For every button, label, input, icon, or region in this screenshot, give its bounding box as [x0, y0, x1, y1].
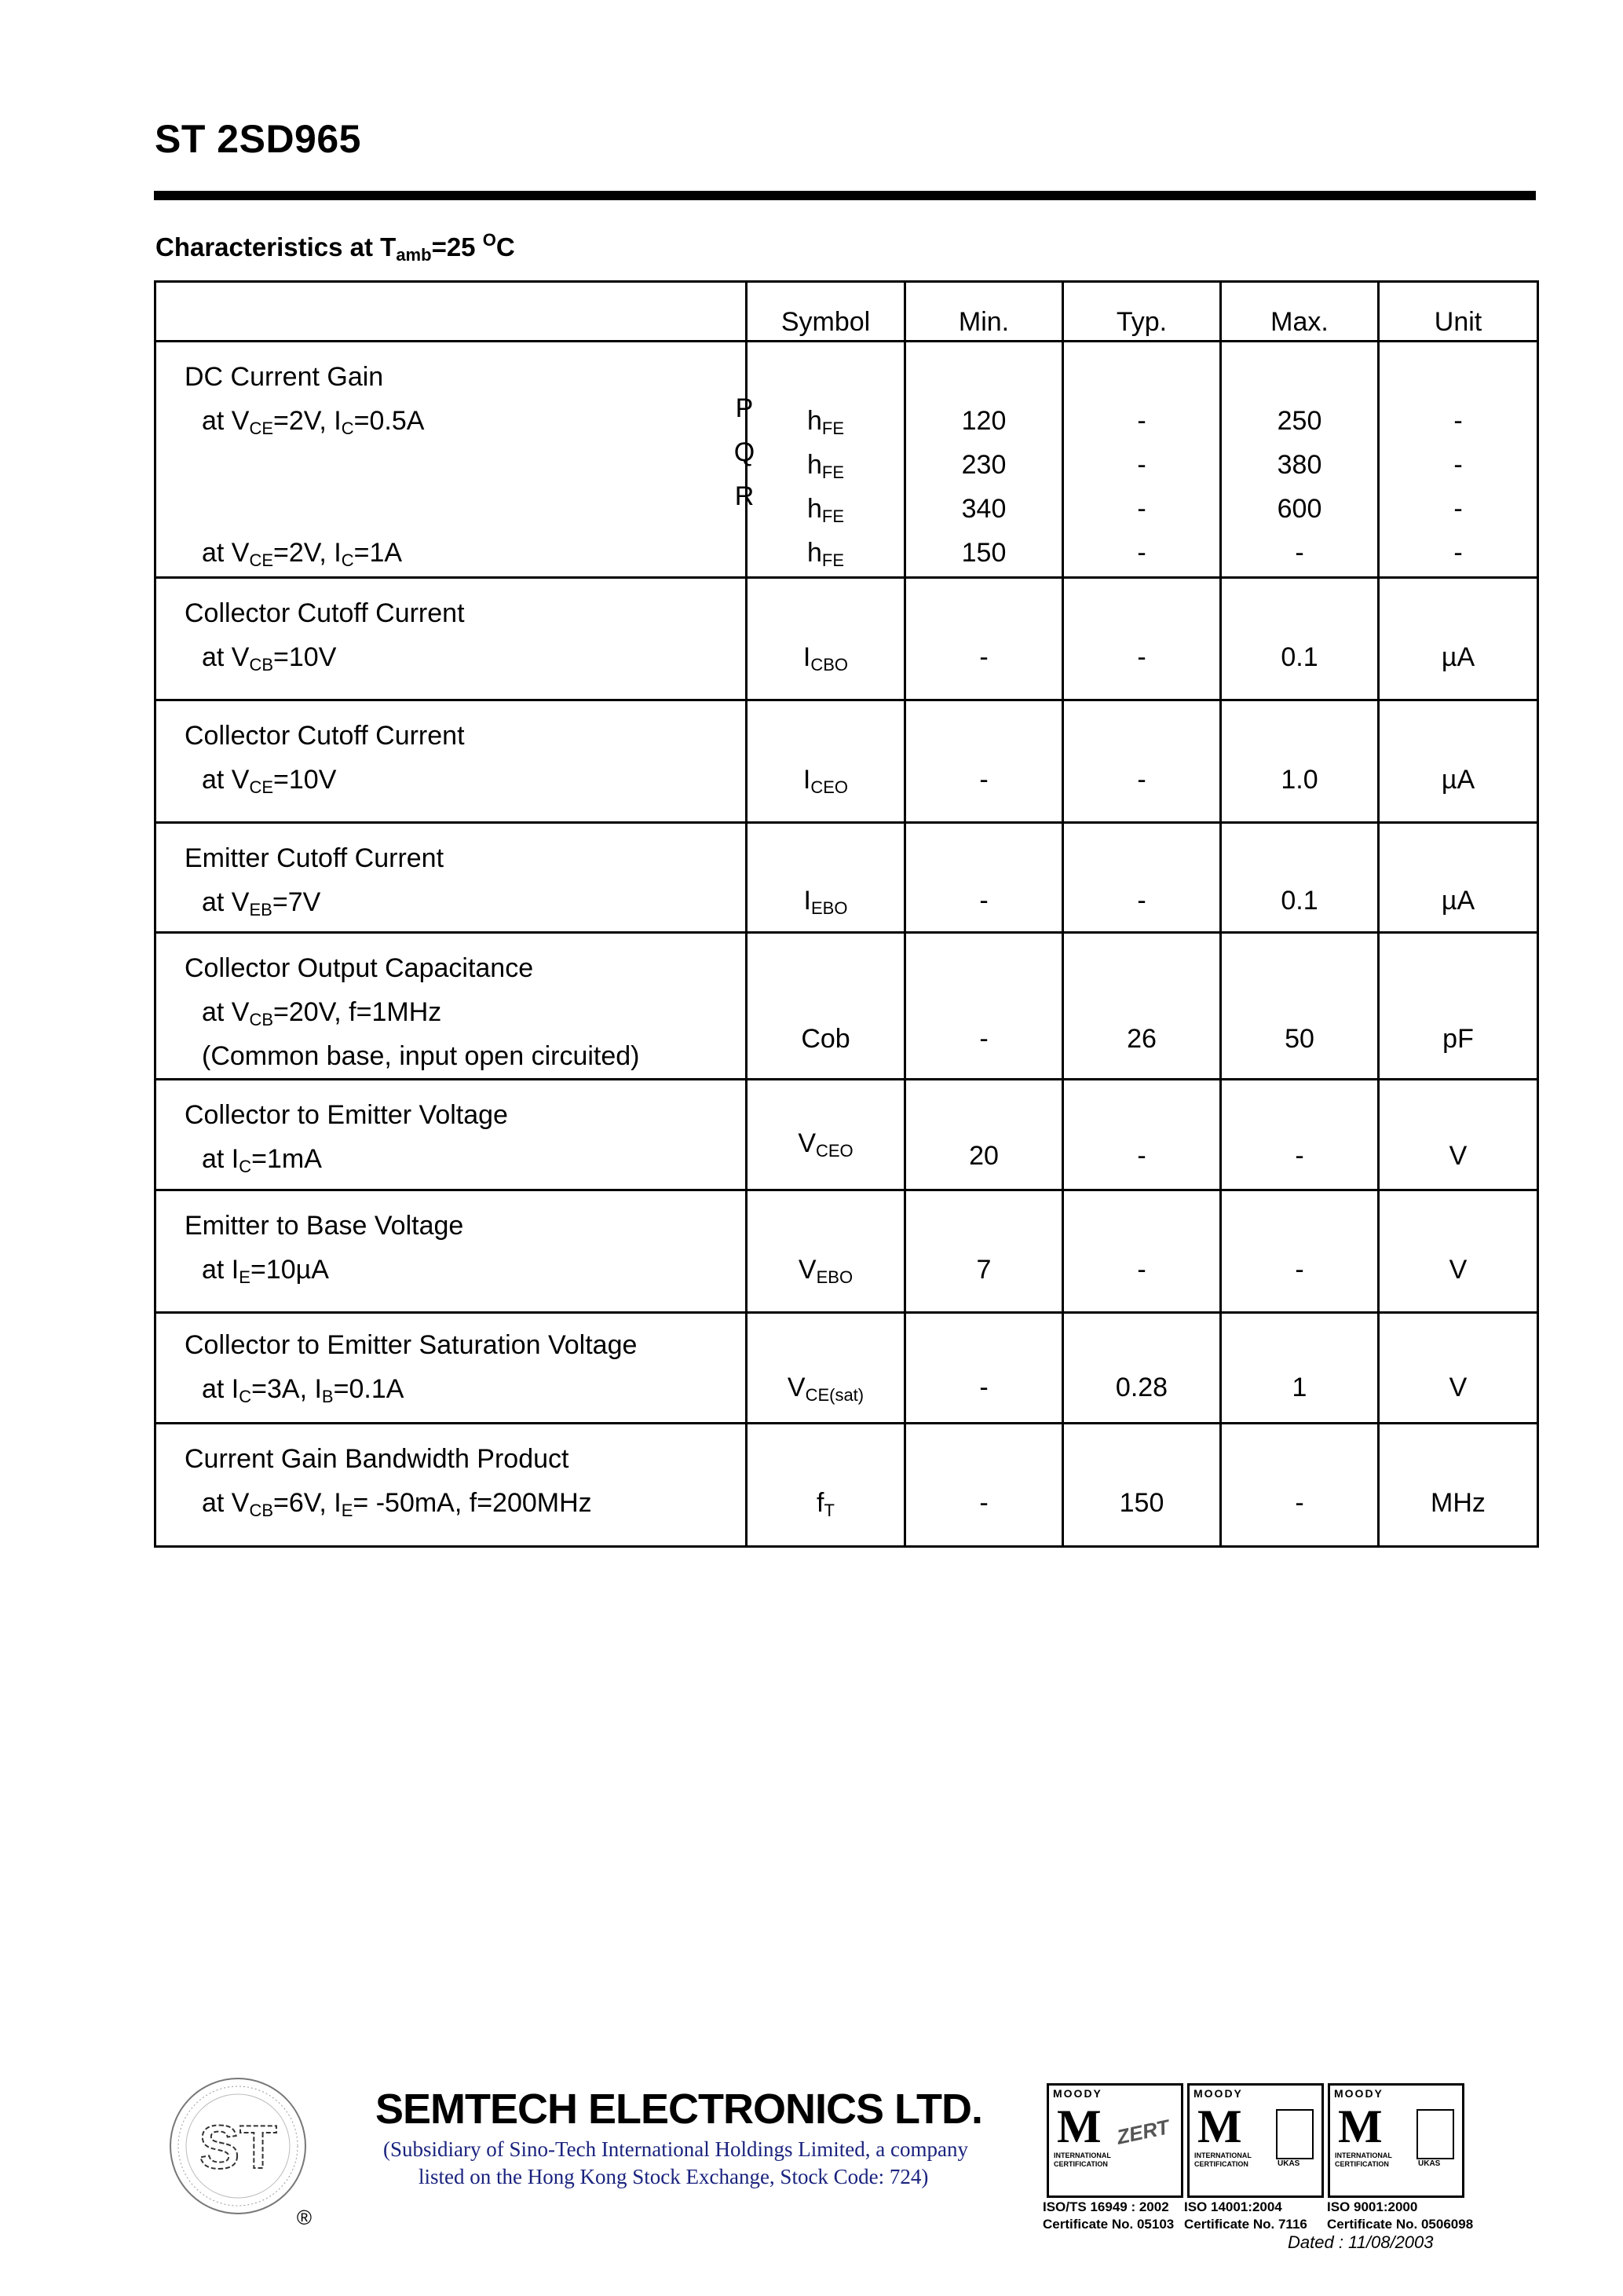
table-row [155, 700, 1538, 823]
iso-cert-badge: MOODY M INTERNATIONAL CERTIFICATION ZERT [1047, 2083, 1183, 2198]
subsidiary-note-line2: listed on the Hong Kong Stock Exchange, Stock Code: 724) [419, 2165, 929, 2188]
grade-label: P [735, 393, 754, 423]
registered-mark: ® [296, 2206, 312, 2226]
table-row [155, 823, 1538, 933]
parameter-cell: Collector to Emitter Voltage at $I_C=1mA$ [155, 1080, 747, 1190]
typ-cell: 150 [1063, 1424, 1221, 1547]
min-cell: - [905, 1424, 1063, 1547]
unit-cell: pF [1379, 933, 1538, 1080]
cert-caption: ISO/TS 16949 : 2002 Certificate No. 05103 [1043, 2199, 1175, 2232]
table-row [155, 578, 1538, 700]
symbol-cell: $V_{CE(sat)}$ [747, 1313, 905, 1424]
max-cell: 250 380 600 - [1221, 342, 1379, 578]
min-cell: 20 [905, 1080, 1063, 1190]
parameter-header [155, 282, 747, 342]
column-header: Max. [1221, 282, 1379, 342]
min-cell: - [905, 933, 1063, 1080]
unit-cell: - - - - [1379, 342, 1538, 578]
parameter-cell: Collector Output Capacitance at $V_{CB}=20V$, f=1MHz (Common base, input open circuited) [155, 933, 747, 1080]
moody-m-icon: M [1057, 2100, 1102, 2152]
parameter-cell: Emitter Cutoff Current at $V_{EB}=7V$ [155, 823, 747, 933]
parameter-cell [155, 342, 755, 578]
zert-logo-icon: ZERT [1114, 2115, 1172, 2149]
characteristics-table [154, 280, 1539, 1548]
parameter-cell: Collector Cutoff Current at $V_{CE}=10V$ [155, 700, 747, 823]
min-cell: - [905, 823, 1063, 933]
max-cell: 1 [1221, 1313, 1379, 1424]
symbol-cell: $V_{CEO}$ [747, 1080, 905, 1190]
parameter-cell: Current Gain Bandwidth Product at $V_{CB}=6V$, $I_E= -50mA$, f=200MHz [155, 1424, 747, 1547]
ukas-crown-icon [1276, 2109, 1314, 2159]
min-cell: 120 230 340 150 [905, 342, 1063, 578]
max-cell: 0.1 [1221, 823, 1379, 933]
table-row [155, 1313, 1538, 1424]
symbol-cell: $h_{FE}$ $h_{FE}$ $h_{FE}$ $h_{FE}$ [747, 342, 905, 578]
parameter-cell: Emitter to Base Voltage at $I_E=10\mu A$ [155, 1190, 747, 1313]
typ-cell: - [1063, 1080, 1221, 1190]
company-name: SEMTECH ELECTRONICS LTD. [375, 2086, 983, 2133]
moody-m-icon: M [1197, 2100, 1242, 2152]
typ-cell: - [1063, 823, 1221, 933]
typ-cell: - [1063, 578, 1221, 700]
dated-label: Dated : 11/08/2003 [1288, 2232, 1434, 2252]
max-cell: 50 [1221, 933, 1379, 1080]
symbol-cell: $I_{EBO}$ [747, 823, 905, 933]
logo-letters: ST [199, 2112, 277, 2181]
iso-cert-badge: MOODY M INTERNATIONAL CERTIFICATION UKAS [1328, 2083, 1464, 2198]
table-row [155, 1080, 1538, 1190]
unit-cell: V [1379, 1080, 1538, 1190]
max-cell: - [1221, 1424, 1379, 1547]
typ-cell: - [1063, 700, 1221, 823]
table-row [155, 933, 1538, 1080]
unit-cell: V [1379, 1190, 1538, 1313]
parameter-name: DC Current Gain [185, 362, 384, 392]
unit-cell: µA [1379, 700, 1538, 823]
unit-cell: V [1379, 1313, 1538, 1424]
unit-cell: MHz [1379, 1424, 1538, 1547]
st-logo-icon [167, 2075, 318, 2226]
max-cell: - [1221, 1080, 1379, 1190]
symbol-cell: $f_T$ [747, 1424, 905, 1547]
condition: at $V_{CE}=2V$, $I_C=1A$ [202, 538, 403, 570]
min-cell: - [905, 578, 1063, 700]
grade-label: Q [733, 437, 755, 467]
cert-caption: ISO 9001:2000 Certificate No. 0506098 [1327, 2199, 1474, 2232]
table-row [155, 1424, 1538, 1547]
characteristics-heading: Characteristics at $T_{amb}=25$ $^O$C [155, 230, 515, 265]
grade-label: R [734, 481, 755, 511]
moody-m-icon: M [1338, 2100, 1383, 2152]
document-title: ST 2SD965 [155, 117, 361, 161]
symbol-cell: $V_{EBO}$ [747, 1190, 905, 1313]
column-header: Symbol [747, 282, 905, 342]
title-rule [154, 191, 1536, 200]
typ-cell: 26 [1063, 933, 1221, 1080]
max-cell: - [1221, 1190, 1379, 1313]
max-cell: 0.1 [1221, 578, 1379, 700]
condition: at $V_{CE}=2V$, $I_C=0.5A$ [202, 406, 425, 438]
typ-cell: - [1063, 1190, 1221, 1313]
column-header: Typ. [1063, 282, 1221, 342]
table-header-row [155, 282, 1538, 342]
subsidiary-note-line1: (Subsidiary of Sino-Tech International Holdings Limited, a company [383, 2137, 968, 2161]
column-header: Min. [905, 282, 1063, 342]
parameter-cell: Collector to Emitter Saturation Voltage at $I_C=3A$, $I_B=0.1A$ [155, 1313, 747, 1424]
min-cell: 7 [905, 1190, 1063, 1313]
cert-caption: ISO 14001:2004 Certificate No. 7116 [1184, 2199, 1307, 2232]
symbol-cell: $I_{CEO}$ [747, 700, 905, 823]
iso-cert-badge: MOODY M INTERNATIONAL CERTIFICATION UKAS [1187, 2083, 1324, 2198]
min-cell: - [905, 700, 1063, 823]
typ-cell: - - - - [1063, 342, 1221, 578]
unit-cell: µA [1379, 578, 1538, 700]
max-cell: 1.0 [1221, 700, 1379, 823]
unit-cell: µA [1379, 823, 1538, 933]
table-row [155, 342, 1538, 578]
symbol-cell: $I_{CBO}$ [747, 578, 905, 700]
min-cell: - [905, 1313, 1063, 1424]
table-row [155, 1190, 1538, 1313]
column-header: Unit [1379, 282, 1538, 342]
symbol-cell: Cob [747, 933, 905, 1080]
parameter-cell: Collector Cutoff Current at $V_{CB}=10V$ [155, 578, 747, 700]
ukas-crown-icon [1416, 2109, 1454, 2159]
typ-cell: 0.28 [1063, 1313, 1221, 1424]
